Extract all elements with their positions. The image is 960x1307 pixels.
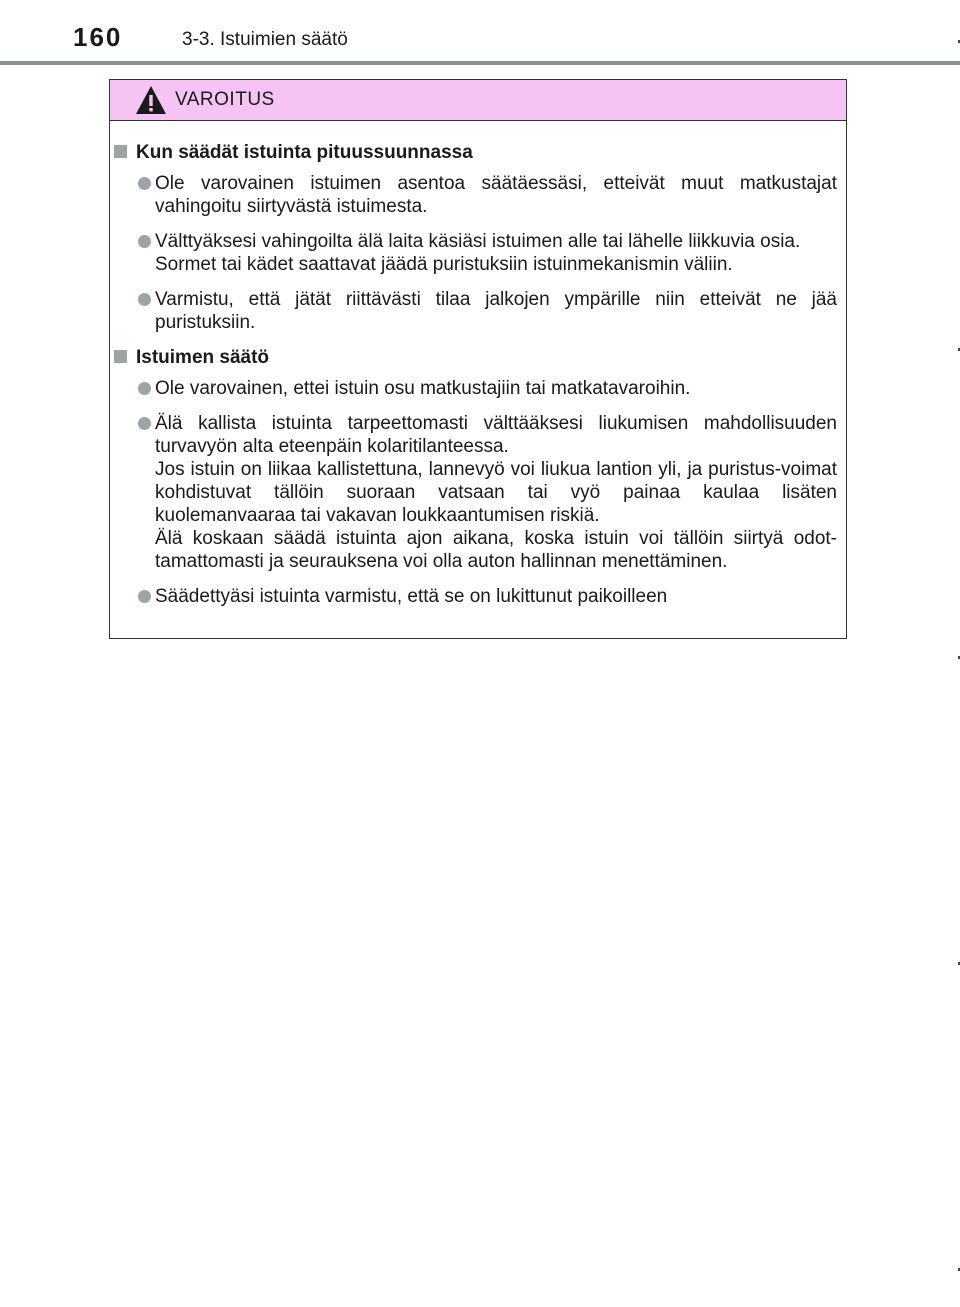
item-text: Välttyäksesi vahingoilta älä laita käsiäsi istuimen alle tai lähelle liikkuvia osia. [155, 231, 801, 252]
list-item [114, 585, 837, 608]
square-bullet-icon [114, 145, 127, 158]
list-item [114, 288, 837, 334]
round-bullet-icon [138, 590, 151, 603]
item-text: Säädettyäsi istuinta varmistu, että se on lukittunut paikoilleen [155, 586, 668, 607]
warning-box [109, 79, 847, 639]
section-heading-text: Kun säädät istuinta pituussuunnassa [136, 142, 473, 163]
round-bullet-icon [138, 177, 151, 190]
warning-title: VAROITUS [175, 89, 275, 110]
round-bullet-icon [138, 382, 151, 395]
item-text: Sormet tai kädet saattavat jäädä puristuksiin istuinmekanismin väliin. [155, 254, 733, 275]
round-bullet-icon [138, 235, 151, 248]
item-text: Älä koskaan säädä istuinta ajon aikana, koska istuin voi tällöin siirtyä odot-tamattomasti ja seurauksena voi olla auton hallinnan menettäminen. [155, 528, 837, 572]
header-rule [0, 61, 960, 65]
section-heading-text: Istuimen säätö [136, 347, 270, 368]
list-item [114, 230, 837, 276]
section-heading [114, 346, 837, 369]
item-text: Varmistu, että jätät riittävästi tilaa jalkojen ympärille niin etteivät ne jää puristuksiin. [155, 289, 837, 333]
round-bullet-icon [138, 417, 151, 430]
item-text: Jos istuin on liikaa kallistettuna, lannevyö voi liukua lantion yli, ja puristus-voimat kohdistuvat tällöin suoraan vatsaan tai vyö painaa kaulaa lisäten kuolemanvaaraa tai vakavan loukkaantumisen riskiä. [155, 459, 837, 526]
item-text: Älä kallista istuinta tarpeettomasti välttääksesi liukumisen mahdollisuuden turvavyön alta eteenpäin kolaritilanteessa. [155, 413, 837, 457]
list-item [114, 172, 837, 218]
page-header [0, 0, 960, 70]
list-item [114, 377, 837, 400]
page-number: 160 [73, 22, 123, 52]
item-text: Ole varovainen istuimen asentoa säätäessäsi, etteivät muut matkustajat vahingoitu siirtyvästä istuimesta. [155, 173, 837, 217]
round-bullet-icon [138, 293, 151, 306]
square-bullet-icon [114, 350, 127, 363]
section-title: 3-3. Istuimien säätö [182, 29, 348, 50]
warning-triangle-icon [135, 85, 167, 115]
list-item [114, 412, 837, 573]
section-heading [114, 141, 837, 164]
warning-body [110, 121, 846, 608]
item-text: Ole varovainen, ettei istuin osu matkustajiin tai matkatavaroihin. [155, 378, 691, 399]
warning-header [110, 80, 846, 121]
